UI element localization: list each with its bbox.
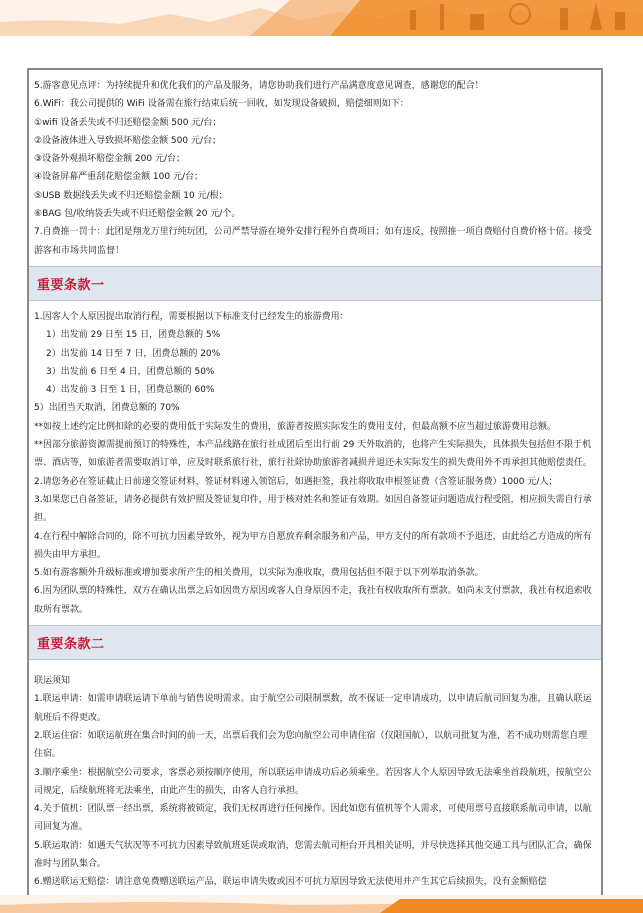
notes-line: ⑤USB 数据线丢失或不归还赔偿金额 10 元/根； (34, 190, 228, 201)
terms-1-body (29, 301, 601, 625)
terms-line: 6.赠送联运无赔偿：请注意免费赠送联运产品，联运申请失败或因不可抗力原因导致无法使用并产生其它后续损失，没有金额赔偿 (34, 877, 547, 888)
terms-line: 1）出发前 29 日至 15 日，团费总额的 5% (46, 330, 221, 341)
terms-line: 联运须知 (34, 676, 71, 687)
notes-line: 7.自费推一罚十：此团是翔龙万里行纯玩团，公司严禁导游在境外安排行程外自费项目；如有违反，按照推一项自费赔付自费价格十倍。接受游客和市场共同监督！ (34, 227, 592, 256)
notes-line: ③设备外观损坏赔偿金额 200 元/台； (34, 154, 186, 165)
section-header-terms-1 (29, 266, 601, 301)
city-skyline-decoration (0, 0, 643, 36)
terms-line: 6.因为团队票的特殊性，双方在确认出票之后如因贵方原因或客人自身原因不走，我社有权收取所有票款。如尚未支付票款，我社有权追索收取所有票款。 (34, 586, 592, 615)
terms-line: 3.如果您已自备签证，请务必提供有效护照及签证复印件，用于核对姓名和签证有效期。如因自备签证问题造成行程受阻，相应损失需自行承担。 (34, 494, 592, 524)
terms-line: 2）出发前 14 日至 7 日，团费总额的 20% (46, 348, 221, 359)
terms-line: 4.关于值机：团队票一经出票，系统将被锁定，我们无权再进行任何操作。因此如您有值机等个人需求，可使用票号直接联系航司申请，以航司回复为准。 (34, 804, 592, 833)
section-title: 重要条款二 (37, 637, 105, 653)
notes-line: ②设备液体进入导致损坏赔偿金额 500 元/台； (34, 135, 222, 146)
section-header-terms-2 (29, 625, 601, 660)
terms-line: 4.在行程中解除合同的，除不可抗力因素导致外，视为甲方自愿放弃剩余服务和产品，甲方支付的所有款项不予退还，由此给乙方造成的所有损失由甲方承担。 (34, 531, 592, 560)
top-banner (0, 0, 643, 36)
terms-line: 5.如有游客额外升级标准或增加要求所产生的相关费用，以实际为准收取，费用包括但不限于以下列举取消条款。 (34, 568, 484, 579)
notes-line: ④设备屏幕严重刮花赔偿金额 100 元/台； (34, 172, 204, 183)
bottom-stripe-decoration (0, 895, 643, 913)
section-title: 重要条款一 (37, 277, 105, 293)
bottom-banner (0, 895, 643, 913)
notes-line: ⑥BAG 包/收纳袋丢失或不归还赔偿金额 20 元/个。 (34, 209, 241, 220)
terms-line: 1.联运申请：如需申请联运请下单前与销售说明需求。由于航空公司限制票数，故不保证一定申请成功，以申请后航司回复为准，且确认联运航班后不得更改。 (34, 694, 592, 723)
terms-line: **如按上述约定比例扣除的必要的费用低于实际发生的费用，旅游者按照实际发生的费用支付，但最高额不应当超过旅游费用总额。 (34, 421, 557, 432)
terms-line: 5.联运取消：如遇天气状况等不可抗力因素导致航班延误或取消，您需去航司柜台开具相关证明，并尽快选择其他交通工具与团队汇合，确保准时与团队集合。 (34, 840, 592, 869)
terms-line: 3.顺序乘坐：根据航空公司要求，客票必须按顺序使用，所以联运申请成功后必须乘坐。若因客人个人原因导致无法乘坐首段航班，按航空公司规定，后续航班将无法乘坐，由此产生的损失，由客人自行承担。 (34, 767, 592, 796)
intro-notes (29, 70, 601, 266)
terms-line: **因部分旅游资源需提前预订的特殊性，本产品线路在旅行社成团后至出行前 29 天外取消的，也将产生实际损失，具体损失包括但不限于机票、酒店等，如旅游者需要取消订单，应及时联系旅行社，旅行社除协助旅游者减损并退还未实际发生的损失费用外不再承担其他赔偿责任。 (34, 440, 593, 469)
terms-line: 5）出团当天取消，团费总额的 70% (34, 403, 180, 414)
terms-line: 2.联运住宿：如联运航班在集合时间的前一天，出票后我们会为您向航空公司申请住宿（仅限国航），以航司批复为准，若不成功则需您自理住宿。 (34, 730, 588, 760)
notes-line: 5.游客意见点评：为持续提升和优化我们的产品及服务，请您协助我们进行产品满意度意见调查，感谢您的配合！ (34, 81, 484, 91)
terms-line: 1.因客人个人原因提出取消行程，需要根据以下标准支付已经发生的旅游费用： (34, 311, 349, 322)
notes-line: ①wifi 设备丢失或不归还赔偿金额 500 元/台； (34, 117, 222, 128)
terms-line: 4）出发前 3 日至 1 日，团费总额的 60% (46, 385, 215, 396)
notes-line: 6.WiFi：我公司提供的 WiFi 设备需在旅行结束后统一回收，如发现设备破损，赔偿细则如下： (34, 99, 409, 110)
terms-line: 2.请您务必在签证截止日前递交签证材料，签证材料递入领馆后，如遇拒签，我社将收取申根签证费（含签证服务费）1000 元/人； (34, 476, 558, 487)
terms-2-body (29, 660, 601, 897)
document-frame (27, 68, 603, 897)
terms-line: 3）出发前 6 日至 4 日，团费总额的 50% (46, 366, 215, 377)
